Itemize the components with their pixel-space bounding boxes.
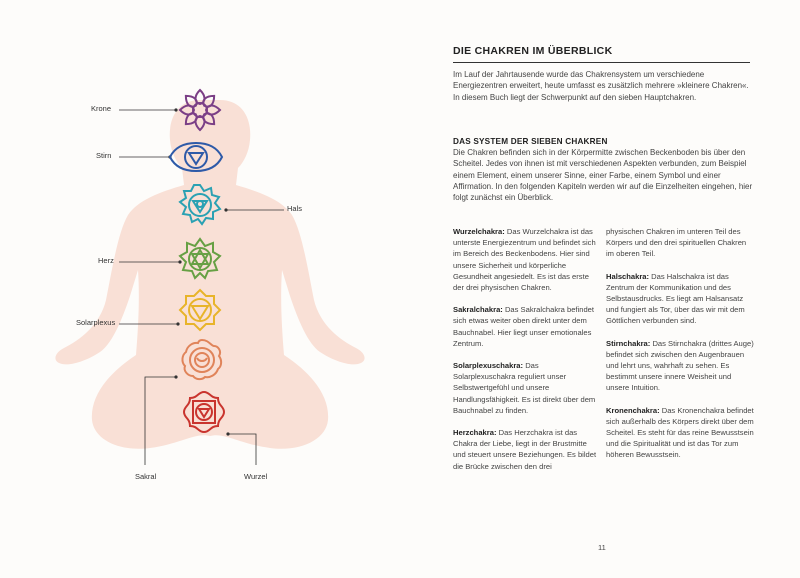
heading-rule xyxy=(453,62,750,63)
paragraph-solarplexuschakra xyxy=(453,360,601,416)
label-hals: Hals xyxy=(287,204,303,213)
intro-paragraph: Im Lauf der Jahrtausende wurde das Chakrensystem um verschiedene Energiezentren erweitert, heute umfasst es zusätzlich mehrere »kleinere Chakren«. In diesem Buch liegt der Schwerpunkt auf den sieben Hauptchakren. xyxy=(453,70,749,102)
page-number: 11 xyxy=(598,543,606,552)
label-herz: Herz xyxy=(98,256,114,265)
text-column-left xyxy=(453,226,601,483)
paragraph-kronenchakra xyxy=(606,405,754,461)
term-kronenchakra: Kronenchakra: xyxy=(606,405,660,415)
text-halschakra: Das Halschakra ist das Zentrum der Kommunikation und des Selbstausdrucks. Es liegt am Halsansatz und fungiert als Tor, über das wir mit dem Göttlichen verbunden sind. xyxy=(606,271,745,326)
text-sakralchakra: Das Sakralchakra befindet sich etwas weiter oben direkt unter dem Bauchnabel. Hier liegt unser emotionales Zentrum. xyxy=(453,305,595,348)
text-solarplexuschakra: Das Solarplexuschakra reguliert unser Selbstwertgefühl und unsere Handlungsfähigkeit. Es ist direkt über dem Bauchnabel zu finden. xyxy=(453,361,596,415)
label-stirn: Stirn xyxy=(96,151,112,160)
paragraph-sakralchakra xyxy=(453,304,601,349)
paragraph-wurzelchakra xyxy=(453,226,601,293)
label-solarplexus: Solarplexus xyxy=(76,318,116,327)
label-wurzel: Wurzel xyxy=(244,472,268,481)
section-paragraph: Die Chakren befinden sich in der Körpermitte zwischen Beckenboden bis über den Scheitel. Jedes von ihnen ist mit verschiedenen Aspekten verbunden, zum Beispiel einem Element, einem unserer Sinne, einer Farbe, einem Symbol und einer Affirmation. In den folgenden Kapiteln werden wir auf die Einzelheiten eingehen, hier folgt zunächst ein Überblick. xyxy=(453,148,753,203)
term-solarplexuschakra: Solarplexuschakra: xyxy=(453,361,524,371)
text-herzchakra-cont: physischen Chakren im unteren Teil des Körpers und den drei spirituellen Chakren im oberen Teil. xyxy=(606,227,747,259)
label-sakral: Sakral xyxy=(135,472,157,481)
text-wurzelchakra: Das Wurzelchakra ist das unterste Energiezentrum und befindet sich im Bereich des Beckenbodens. Hier sind unsere Sicherheit und körperliche Gesundheit angesiedelt. Es ist das erste der drei physischen Chakren. xyxy=(453,227,596,293)
paragraph-herzchakra-cont xyxy=(606,226,754,260)
text-column-right xyxy=(606,226,754,472)
term-herzchakra: Herzchakra: xyxy=(453,428,497,438)
term-halschakra: Halschakra: xyxy=(606,271,650,281)
paragraph-stirnchakra xyxy=(606,338,754,394)
term-sakralchakra: Sakralchakra: xyxy=(453,305,503,315)
text-herzchakra: Das Herzchakra ist das Chakra der Liebe, liegt in der Brustmitte und steuert unsere Beziehungen. Es bildet die Brücke zwischen den drei xyxy=(453,428,597,471)
section-heading: DAS SYSTEM DER SIEBEN CHAKREN xyxy=(453,137,608,146)
text-stirnchakra: Das Stirnchakra (drittes Auge) befindet sich zwischen den Augenbrauen und lehrt uns, wahrhaft zu sehen. Es bestimmt unsere innere Weisheit und unsere Intuition. xyxy=(606,338,754,393)
paragraph-halschakra xyxy=(606,271,754,327)
page-heading: DIE CHAKREN IM ÜBERBLICK xyxy=(453,45,613,57)
paragraph-herzchakra xyxy=(453,427,601,472)
term-wurzelchakra: Wurzelchakra: xyxy=(453,227,505,236)
text-kronenchakra: Das Kronenchakra befindet sich außerhalb des Körpers direkt über dem Scheitel. Es steht für das reine Bewusstsein und die Spiritualität und ist das Tor zum höheren Bewusstsein. xyxy=(606,405,754,460)
term-stirnchakra: Stirnchakra: xyxy=(606,338,651,348)
label-krone: Krone xyxy=(91,104,112,113)
